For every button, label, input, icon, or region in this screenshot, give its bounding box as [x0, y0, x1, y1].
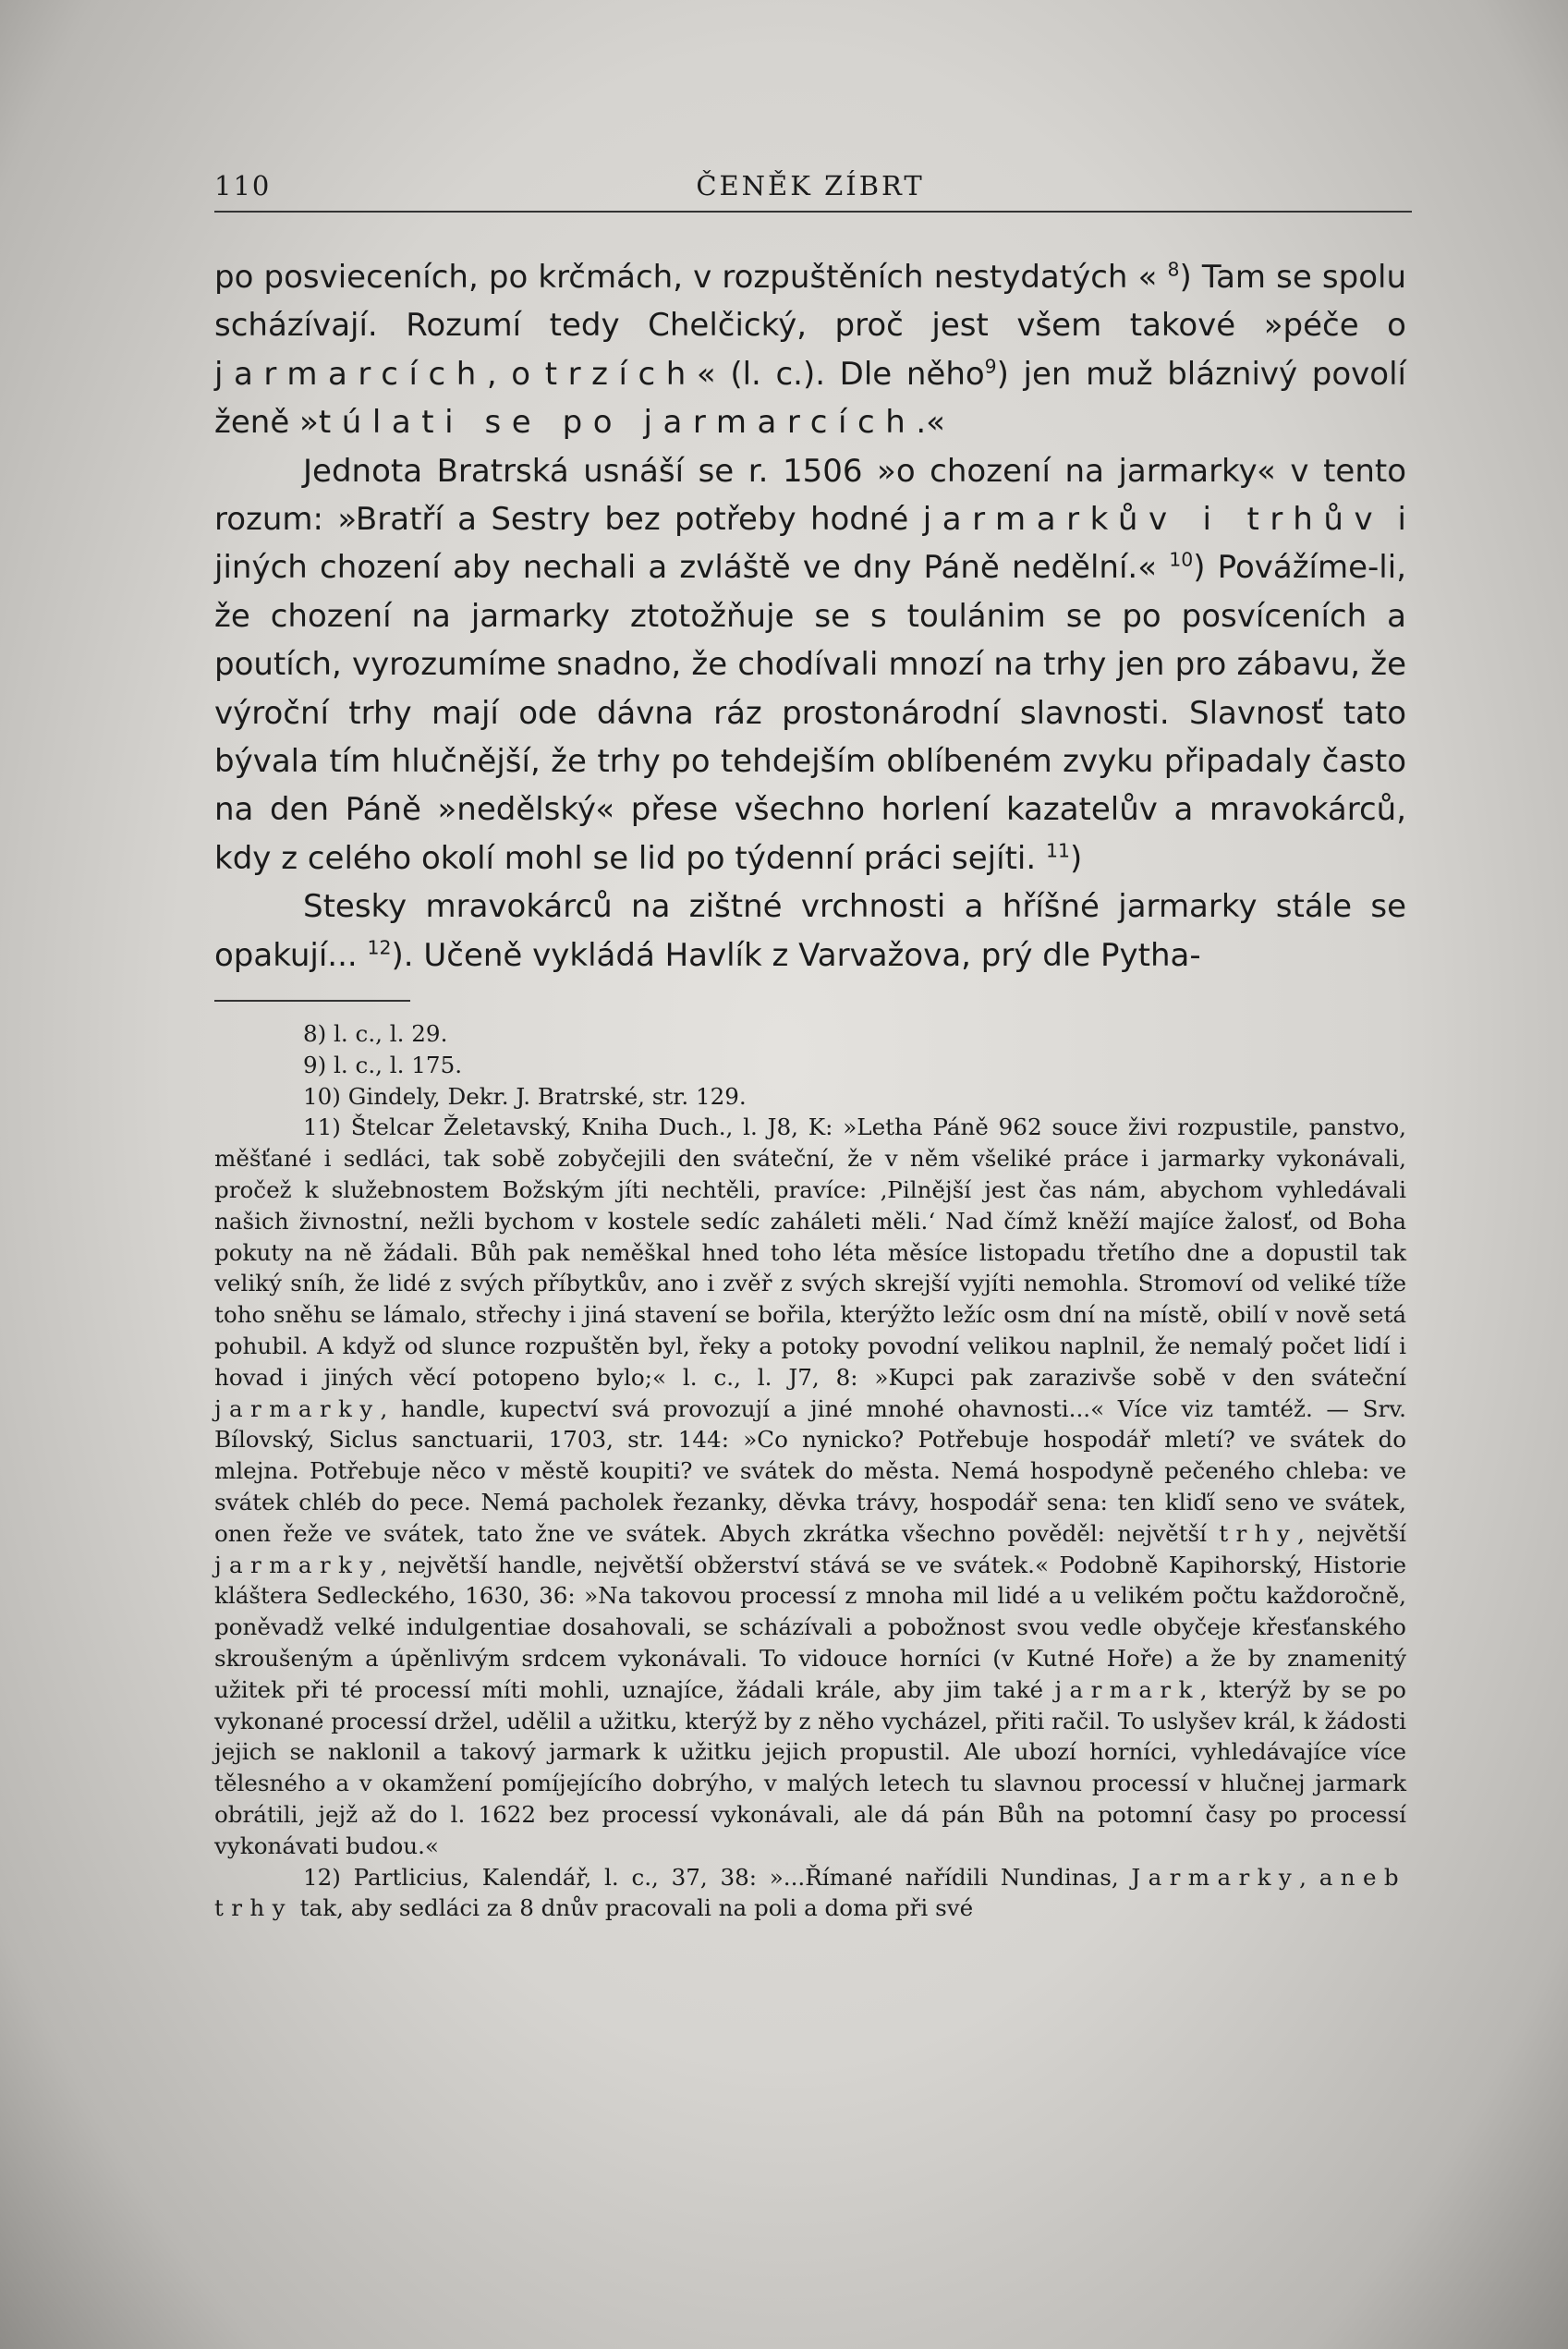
- footnote-8: 8) l. c., l. 29.: [303, 1020, 448, 1048]
- running-head: ČENĚK ZÍBRT: [696, 170, 925, 201]
- footnote-10: 10) Gindely, Dekr. J. Bratrské, str. 129.: [303, 1082, 747, 1110]
- paragraph-1: po posvieceních, po krčmách, v rozpuštěních nestydatých « $^8$) Tam se spolu scházívají. Rozumí tedy Chelčický, proč jest všem takové »péče o jarmarcích, o trzích« (l. c.). Dle něho$^9$) jen muž bláznivý povolí ženě »túlati se po jarmarcích.«: [214, 258, 1406, 442]
- spaced-term: trzích: [544, 355, 697, 393]
- page-header: [214, 157, 1406, 211]
- footnotes: [214, 1018, 1406, 1924]
- spaced-term: Jarmarky: [1131, 1863, 1300, 1891]
- body-text: [214, 253, 1406, 980]
- spaced-term: jarmark: [1054, 1675, 1200, 1703]
- paragraph-3: Stesky mravokárců na zištné vrchnosti a hříšné jarmarky stále se opakují... $^{12}$). Učeně vykládá Havlík z Varvažova, prý dle Pytha-: [214, 888, 1406, 974]
- spaced-term: jarmarky: [214, 1551, 381, 1578]
- footnote-ref-11: 11: [1045, 839, 1070, 862]
- footnote-ref-8: 8: [1167, 258, 1180, 281]
- spaced-term: túlati se po jarmarcích: [318, 404, 917, 442]
- footnote-ref-12: 12: [367, 936, 392, 959]
- spaced-term: trhy: [1219, 1519, 1298, 1547]
- header-rule: [214, 211, 1412, 213]
- spaced-term: jarmarky: [214, 1394, 381, 1422]
- footnote-ref-9: 9: [984, 355, 997, 378]
- footnote-rule: [214, 1000, 410, 1002]
- footnote-9: 9) l. c., l. 175.: [303, 1051, 463, 1078]
- spaced-term: jarmarcích: [214, 355, 487, 393]
- footnote-12: 12) Partlicius, Kalendář, l. c., 37, 38: »...Římané nařídili Nundinas, Jarmarky, aneb trhy tak, aby sedláci za 8 dnův pracovali na poli a doma při své: [214, 1863, 1406, 1922]
- footnote-11: 11) Štelcar Želetavský, Kniha Duch., l. J8, K: »Letha Páně 962 souce živi rozpustile, panstvo, měšťané i sedláci, tak sobě zobyčejili den sváteční, že v něm všeliké práce i jarmarky vykonávali, pročež k služebnostem Božským jíti nechtěli, pravíce: ‚Pilnější jest čas nám, abychom vyhledávali našich živnostní, nežli bychom v kostele sedíc zaháleti měli.‘ Nad čímž kněží majíce žalosť, od Boha pokuty na ně žádali. Bůh pak neměškal hned toho léta měsíce listopadu třetího dne a dopustil tak veliký sníh, že lidé z svých příbytkův, ano i zvěř z svých skrejší vyjíti nemohla. Stromoví od veliké tíže toho sněhu se lámalo, střechy i jiná stavení se bořila, kterýžto ležíc osm dní na místě, obilí v nově setá pohubil. A když od slunce rozpuštěn byl, řeky a potoky povodní velikou naplnil, že nemalý počet lidí i hovad i jiných věcí potopeno bylo;« l. c., l. J7, 8: »Kupci pak zarazivše sobě v den sváteční jarmarky, handle, kupectví svá provozují a jiné mnohé ohavnosti...« Více viz tamtéž. — Srv. Bílovský, Siclus sanctuarii, 1703, str. 144: »Co nynicko? Potřebuje hospodář mletí? ve svátek do mlejna. Potřebuje něco v městě koupiti? ve svátek do města. Nemá hospodyně pečeného chleba: ve svátek chléb do pece. Nemá pacholek řezanky, děvka trávy, hospodář sena: ten kliďí seno ve svátek, onen řeže ve svátek, tato žne ve svátek. Abych zkrátka všechno pověděl: největší trhy, největší jarmarky, největší handle, největší obžerství stává se ve svátek.« Podobně Kapihorský, Historie kláštera Sedleckého, 1630, 36: »Na takovou processí z mnoha mil lidé a u velikém počtu každoročně, poněvadž velké indulgentiae dosahovali, se scházívali a pobožnost svou vedle obyčeje křesťanského skroušeným a úpěnlivým srdcem vykonávali. To vidouce horníci (v Kutné Hoře) a že by znamenitý užitek při té processí míti mohli, uznajíce, žádali krále, aby jim také jarmark, kterýž by se po vykonané processí držel, udělil a užitku, kterýž by z něho vycházel, přiti račil. To uslyšev král, k žádosti jejich se naklonil a takový jarmark k užitku jejich propustil. Ale ubozí horníci, vyhledávajíce více tělesného a v okamžení pomíjejícího dobrýho, v malých letech tu slavnou processí v hlučnej jarmark obrátili, jejž až do l. 1622 bez processí vykonávali, ale dá pán Bůh na potomní časy po processí vykonávati budou.«: [214, 1114, 1407, 1859]
- page-number: 110: [214, 170, 272, 201]
- spaced-term: jarmarkův i trhův: [922, 501, 1384, 539]
- paragraph-2: Jednota Bratrská usnáší se r. 1506 »o chození na jarmarky« v tento rozum: »Bratří a Sestry bez potřeby hodné jarmarkův i trhův i jiných chození aby nechali a zvláště ve dny Páně nedělní.« $^{10}$) Povážíme-li, že chození na jarmarky ztotožňuje se s toulánim se po posvíceních a poutích, vyrozumíme snadno, že chodívali mnozí na trhy jen pro zábavu, že výroční trhy mají ode dávna ráz prostonárodní slavnosti. Slavnosť tato bývala tím hlučnější, že trhy po tehdejším oblíbeném zvyku připadaly často na den Páně »nedělský« přese všechno horlení kazatelův a mravokárců, kdy z celého okolí mohl se lid po týdenní práci sejíti. $^{11}$): [214, 452, 1407, 877]
- book-page: [214, 157, 1406, 1924]
- footnote-ref-10: 10: [1169, 549, 1194, 572]
- spaced-term: aneb trhy: [214, 1863, 1406, 1922]
